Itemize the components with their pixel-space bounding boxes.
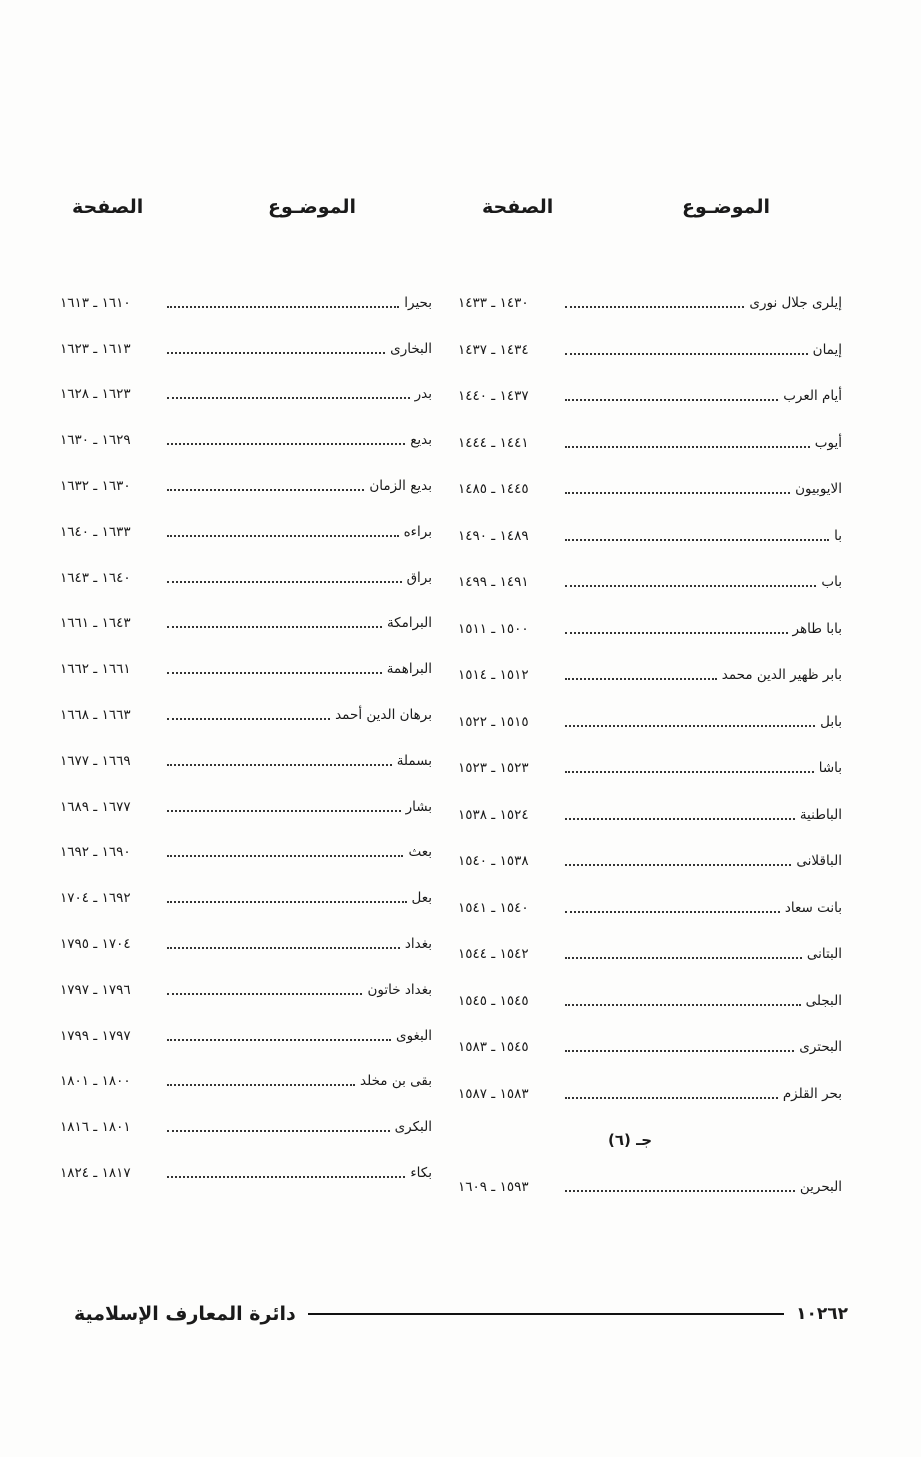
leader-dots — [565, 353, 808, 355]
leader-dots — [167, 397, 410, 399]
entry-pages: ١٤٣٧ ـ ١٤٤٠ — [458, 388, 529, 405]
leader-dots — [167, 306, 399, 308]
entry-topic: با — [834, 527, 842, 544]
entry-pages: ١٥١٥ ـ ١٥٢٢ — [458, 713, 529, 730]
entry-pages: ١٦٦٩ ـ ١٦٧٧ — [60, 752, 131, 769]
index-entry — [60, 463, 432, 509]
entry-topic: الباطنية — [799, 806, 842, 823]
leader-dots — [565, 1050, 794, 1052]
entry-pages: ١٦٧٧ ـ ١٦٨٩ — [60, 798, 131, 815]
entry-pages: ١٤٣٤ ـ ١٤٣٧ — [458, 341, 529, 358]
leader-dots — [167, 581, 402, 583]
leader-dots — [565, 539, 829, 541]
leader-dots — [167, 1039, 391, 1041]
index-entry — [458, 327, 842, 374]
index-entry — [60, 601, 432, 647]
entry-topic: براءه — [403, 523, 432, 540]
index-entry — [458, 652, 842, 699]
entry-topic: بابر ظهير الدين محمد — [721, 667, 842, 684]
entry-pages: ١٥١٢ ـ ١٥١٤ — [458, 667, 529, 684]
left-page-header: الصفحة — [72, 196, 144, 218]
index-entry — [458, 513, 842, 560]
entry-pages: ١٦١٠ ـ ١٦١٣ — [60, 294, 131, 311]
index-entry — [60, 967, 432, 1013]
leader-dots — [167, 672, 382, 674]
entry-topic: بحيرا — [404, 294, 432, 311]
entry-pages: ١٨٠٠ ـ ١٨٠١ — [60, 1073, 131, 1090]
entry-topic: بغداد — [404, 936, 432, 953]
entry-topic: الايوبيون — [795, 481, 842, 498]
index-entry — [60, 784, 432, 830]
leader-dots — [565, 818, 795, 820]
index-entry — [458, 606, 842, 653]
entry-topic: أيام العرب — [783, 388, 842, 405]
entry-pages: ١٤٨٩ ـ ١٤٩٠ — [458, 527, 529, 544]
leader-dots — [167, 489, 364, 491]
entry-pages: ١٥٣٨ ـ ١٥٤٠ — [458, 853, 529, 870]
entry-pages: ١٤٣٠ ـ ١٤٣٣ — [458, 295, 529, 312]
leader-dots — [565, 1190, 795, 1192]
entry-pages: ١٦٣٠ ـ ١٦٣٢ — [60, 478, 131, 495]
leader-dots — [565, 911, 780, 913]
entry-pages: ١٧٩٦ ـ ١٧٩٧ — [60, 981, 131, 998]
leader-dots — [565, 306, 744, 308]
leader-dots — [167, 718, 330, 720]
index-entry — [458, 1024, 842, 1071]
entry-pages: ١٦١٣ ـ ١٦٢٣ — [60, 340, 131, 357]
index-entry — [60, 875, 432, 921]
index-entry — [60, 326, 432, 372]
index-entry — [60, 830, 432, 876]
footer-title: دائرة المعارف الإسلامية — [74, 1303, 296, 1325]
leader-dots — [565, 678, 717, 680]
entry-topic: بشار — [405, 798, 432, 815]
index-entry — [458, 559, 842, 606]
index-entry — [458, 792, 842, 839]
entry-topic: براق — [406, 569, 432, 586]
leader-dots — [565, 864, 791, 866]
entry-pages: ١٦٤٠ ـ ١٦٤٣ — [60, 569, 131, 586]
page-footer — [74, 1300, 848, 1328]
page-number: ١٠٢٦٢ — [796, 1304, 848, 1324]
index-entry — [60, 738, 432, 784]
entry-topic: البجلى — [805, 992, 842, 1009]
entry-topic: بقى بن مخلد — [360, 1073, 432, 1090]
entry-pages: ١٤٩١ ـ ١٤٩٩ — [458, 574, 529, 591]
leader-dots — [167, 764, 392, 766]
entry-topic: بانت سعاد — [784, 899, 842, 916]
index-entry — [458, 373, 842, 420]
entry-pages: ١٥٢٣ ـ ١٥٢٣ — [458, 760, 529, 777]
footer-rule — [308, 1313, 784, 1315]
entry-topic: إيلرى جلال نورى — [749, 295, 842, 312]
entry-pages: ١٥٠٠ ـ ١٥١١ — [458, 620, 529, 637]
entry-pages: ١٦٤٣ ـ ١٦٦١ — [60, 615, 131, 632]
entry-topic: البحترى — [799, 1039, 842, 1056]
leader-dots — [565, 632, 788, 634]
entry-topic: أيوب — [814, 434, 842, 451]
leader-dots — [565, 492, 790, 494]
entry-pages: ١٦٣٣ ـ ١٦٤٠ — [60, 523, 131, 540]
index-entry — [458, 838, 842, 885]
entry-topic: بعل — [411, 890, 432, 907]
index-entry — [60, 372, 432, 418]
entry-pages: ١٤٤١ ـ ١٤٤٤ — [458, 434, 529, 451]
index-entry — [458, 466, 842, 513]
entry-pages: ١٦٩٢ ـ ١٧٠٤ — [60, 890, 131, 907]
right-topic-header: الموضـوع — [682, 196, 771, 218]
leader-dots — [565, 1004, 801, 1006]
entry-topic: بابا طاهر — [792, 620, 842, 637]
entry-topic: البرامكة — [386, 615, 432, 632]
leader-dots — [167, 1130, 390, 1132]
left-index-column — [60, 280, 432, 1196]
index-entry — [60, 1150, 432, 1196]
index-entry — [60, 1059, 432, 1105]
index-entry — [60, 280, 432, 326]
entry-pages: ١٥٨٣ ـ ١٥٨٧ — [458, 1085, 529, 1102]
index-entry — [60, 692, 432, 738]
index-entry — [458, 1164, 842, 1211]
index-entry — [60, 646, 432, 692]
index-entry — [458, 885, 842, 932]
entry-topic: بديع — [410, 432, 432, 449]
entry-pages: ١٦٦٣ ـ ١٦٦٨ — [60, 707, 131, 724]
index-entry — [458, 420, 842, 467]
leader-dots — [167, 626, 382, 628]
right-page-header: الصفحة — [482, 196, 554, 218]
leader-dots — [167, 443, 405, 445]
entry-topic: بكاء — [410, 1165, 432, 1182]
leader-dots — [167, 1176, 405, 1178]
leader-dots — [167, 810, 401, 812]
entry-topic: بديع الزمان — [369, 478, 432, 495]
index-entry — [458, 978, 842, 1025]
leader-dots — [565, 957, 802, 959]
leader-dots — [167, 993, 362, 995]
leader-dots — [565, 771, 814, 773]
index-entry — [458, 745, 842, 792]
entry-pages: ١٨١٧ ـ ١٨٢٤ — [60, 1165, 131, 1182]
entry-topic: باشا — [818, 760, 842, 777]
leader-dots — [565, 585, 816, 587]
leader-dots — [167, 1084, 355, 1086]
index-entry — [458, 931, 842, 978]
entry-pages: ١٥٤٠ ـ ١٥٤١ — [458, 899, 529, 916]
entry-pages: ١٧٠٤ ـ ١٧٩٥ — [60, 936, 131, 953]
index-entry — [60, 417, 432, 463]
leader-dots — [167, 352, 385, 354]
entry-pages: ١٦٩٠ ـ ١٦٩٢ — [60, 844, 131, 861]
entry-topic: بحر القلزم — [782, 1085, 842, 1102]
entry-topic: الباقلانى — [796, 853, 842, 870]
index-entry — [60, 1013, 432, 1059]
entry-topic: بابل — [820, 713, 842, 730]
entry-pages: ١٤٤٥ ـ ١٤٨٥ — [458, 481, 529, 498]
entry-pages: ١٦٢٣ ـ ١٦٢٨ — [60, 386, 131, 403]
entry-topic: البغوى — [396, 1027, 432, 1044]
leader-dots — [565, 399, 778, 401]
leader-dots — [565, 1097, 778, 1099]
right-index-column — [458, 280, 842, 1210]
index-entry — [60, 555, 432, 601]
entry-pages: ١٥٢٤ ـ ١٥٣٨ — [458, 806, 529, 823]
entry-topic: باب — [821, 574, 842, 591]
entry-pages: ١٥٤٥ ـ ١٥٤٥ — [458, 992, 529, 1009]
entry-topic: بسملة — [396, 752, 432, 769]
leader-dots — [167, 947, 400, 949]
index-entry — [60, 921, 432, 967]
entry-pages: ١٨٠١ ـ ١٨١٦ — [60, 1119, 131, 1136]
volume-label: جـ (٦) — [608, 1131, 653, 1150]
entry-topic: بدر — [414, 386, 432, 403]
leader-dots — [565, 725, 815, 727]
entry-topic: البخارى — [390, 340, 432, 357]
entry-topic: بعث — [408, 844, 432, 861]
leader-dots — [167, 855, 403, 857]
entry-topic: بغداد خاتون — [367, 981, 432, 998]
leader-dots — [167, 901, 407, 903]
entry-pages: ١٥٤٥ ـ ١٥٨٣ — [458, 1039, 529, 1056]
entry-topic: البحرين — [799, 1178, 842, 1195]
index-entry — [60, 509, 432, 555]
entry-topic: برهان الدين أحمد — [335, 707, 432, 724]
entry-topic: إيمان — [812, 341, 842, 358]
entry-topic: البكرى — [394, 1119, 432, 1136]
entry-pages: ١٦٦١ ـ ١٦٦٢ — [60, 661, 131, 678]
index-entry — [458, 699, 842, 746]
index-entry — [60, 1104, 432, 1150]
leader-dots — [167, 535, 399, 537]
entry-pages: ١٦٢٩ ـ ١٦٣٠ — [60, 432, 131, 449]
left-topic-header: الموضـوع — [268, 196, 357, 218]
entry-pages: ١٧٩٧ ـ ١٧٩٩ — [60, 1027, 131, 1044]
index-entry — [458, 1071, 842, 1118]
entry-pages: ١٥٩٣ ـ ١٦٠٩ — [458, 1178, 529, 1195]
leader-dots — [565, 446, 810, 448]
entry-topic: البتانى — [806, 946, 842, 963]
entry-topic: البراهمة — [386, 661, 432, 678]
index-entry — [458, 280, 842, 327]
entry-pages: ١٥٤٢ ـ ١٥٤٤ — [458, 946, 529, 963]
